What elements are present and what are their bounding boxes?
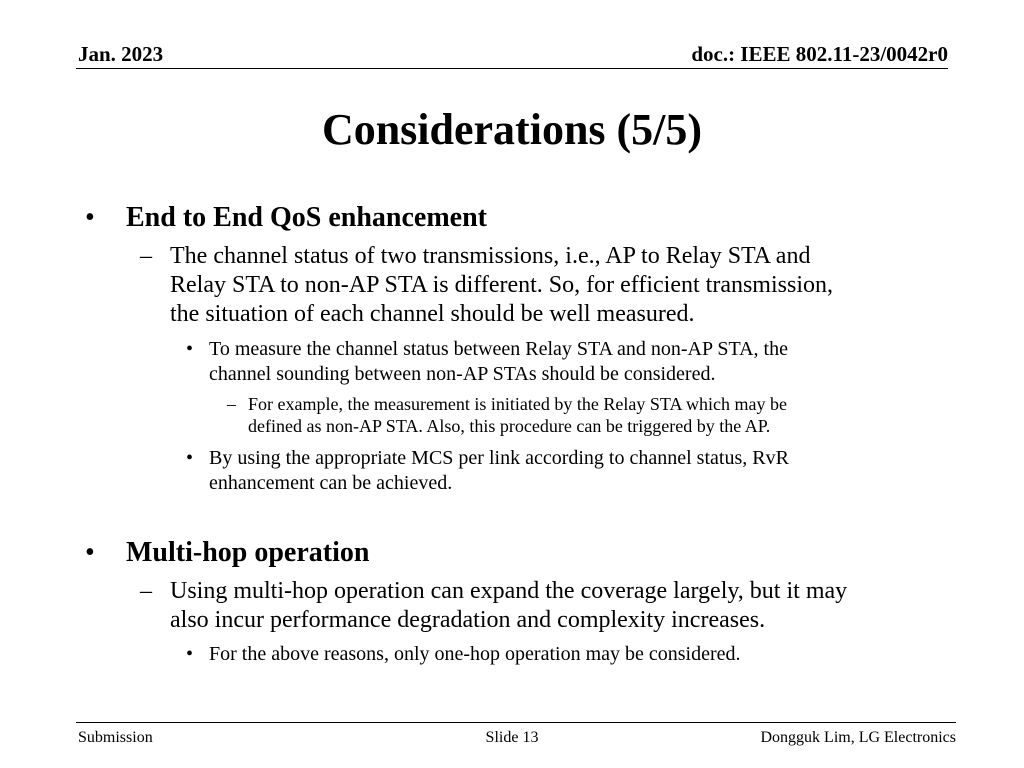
bullet-marker: • (186, 643, 194, 665)
dash-marker: – (140, 578, 152, 604)
section-heading: Multi-hop operation (126, 537, 370, 568)
header-divider (76, 68, 948, 69)
detail-line: defined as non-AP STA. Also, this procedure can be triggered by the AP. (248, 416, 771, 436)
slide-title: Considerations (5/5) (321, 105, 703, 154)
footer-slide-number: Slide 13 (485, 729, 539, 746)
sub-bullet-line: For the above reasons, only one-hop operation may be considered. (209, 643, 741, 665)
footer-author: Dongguk Lim, LG Electronics (760, 729, 956, 746)
header-doc-id: doc.: IEEE 802.11-23/0042r0 (691, 42, 948, 66)
section-heading: End to End QoS enhancement (126, 202, 487, 233)
bullet-marker: • (186, 447, 194, 469)
footer-submission: Submission (78, 729, 153, 746)
sub-bullet-line: By using the appropriate MCS per link according to channel status, RvR (209, 447, 789, 469)
body-line: also incur performance degradation and complexity increases. (170, 607, 766, 633)
body-line: Relay STA to non-AP STA is different. So, for efficient transmission, (170, 272, 833, 298)
header-date: Jan. 2023 (78, 42, 164, 66)
bullet-marker: • (85, 202, 95, 233)
dash-marker: – (227, 394, 236, 414)
sub-bullet-line: To measure the channel status between Relay STA and non-AP STA, the (209, 338, 788, 360)
bullet-marker: • (186, 338, 194, 360)
body-line: the situation of each channel should be well measured. (170, 301, 695, 327)
sub-bullet-line: enhancement can be achieved. (209, 472, 453, 494)
detail-line: For example, the measurement is initiated by the Relay STA which may be (248, 394, 787, 414)
dash-marker: – (140, 243, 152, 269)
body-line: The channel status of two transmissions, i.e., AP to Relay STA and (170, 243, 811, 269)
sub-bullet-line: channel sounding between non-AP STAs should be considered. (209, 363, 716, 385)
body-line: Using multi-hop operation can expand the coverage largely, but it may (170, 578, 848, 604)
bullet-marker: • (85, 537, 95, 568)
footer-divider (76, 722, 956, 723)
